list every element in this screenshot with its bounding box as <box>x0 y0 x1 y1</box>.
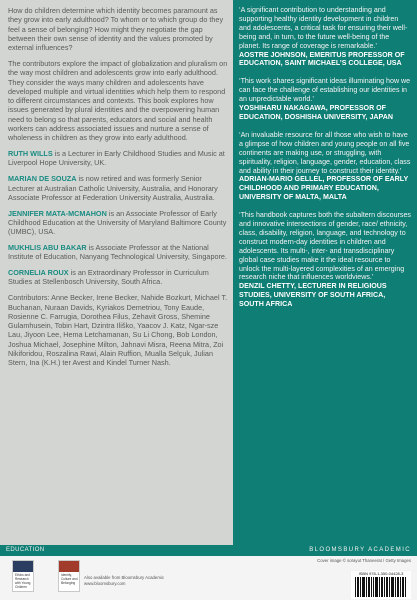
related-book-title: Identity, Culture and Belonging <box>61 573 78 585</box>
editor-bio-text: is Associate Professor at the National Institute of Education, Nanyang Technological University, Singapore. <box>8 243 227 262</box>
endorsement <box>239 77 411 122</box>
editor-name: MARIAN DE SOUZA <box>8 174 77 184</box>
description-paragraph-2: The contributors explore the impact of globalization and pluralism on the way most children and adolescents grow into early adulthood. They consider the ways many children and adolescents have developed multiple and virtual identities which help them to respond to different circumstances and contexts. This book explores how issues generated by plural identities and the overpowering human need to belong so that parents, educators and social and health workers can address associated issues and nurture a sense of wholeness in children as they grow into early adulthood. <box>8 58 228 143</box>
editor-name: CORNELIA ROUX <box>8 268 69 278</box>
related-book-cover <box>12 560 34 592</box>
category-band <box>0 545 417 556</box>
editor-name: RUTH WILLS <box>8 149 53 159</box>
description-paragraph-1: How do children determine which identity becomes paramount as they grow into early adulthood? To whom or to which group do they feel a sense of belonging? How might they negotiate the gap between their own sense of identity and the values promoted by external influences? <box>8 6 224 53</box>
also-available-block <box>84 575 164 587</box>
also-available-text: Also available from Bloomsbury Academic <box>84 575 165 580</box>
editor-bio <box>8 149 230 168</box>
endorsement-text: ‘This handbook captures both the subaltern discourses and innovative intersections of gender, race/ ethnicity, class, disability, religion, language, and technology to construct modern-day identities in children and adolescents. Its multi-, inter- and transdisciplinary global case studies make it the ideal resource to unlock the multi-layered complexities of an emerging research niche that influences worldviews.’ <box>239 211 411 282</box>
editor-name: JENNIFER MATA-MCMAHON <box>8 208 107 218</box>
endorsement-text: ‘This work shares significant ideas illuminating how we can face the challenge of establishing our identities in an unpredictable world.’ <box>239 77 411 104</box>
endorsement-text: ‘A significant contribution to understanding and supporting healthy identity development in children and adolescents, a critical task for ensuring their well-being and, in turn, to the future well-being of the planet. Its range of coverage is remarkable.’ <box>239 6 408 50</box>
related-book-title: Ethics and Research with Young Children <box>15 573 31 589</box>
editor-bio <box>8 243 230 262</box>
contributors-list: Contributors: Anne Becker, Irene Becker, Nahide Bozkurt, Michael T. Buchanan, Nuraan Davids, Kyriakos Demetriou, Tony Eaude, Rosienne C. Farrugia, Dorothea Filus, Zehavit Gross, Shemine Gulamhusein, Tobin Hart, Dzintra Iliško, Yaacov J. Katz, Ngar-sze Lau, Jiyoon Lee, Hema Letchamanan, Su Li Chong, Bob London, Joshua Michael, Josephine Milton, Jahnavi Misra, Reena Mitra, Zoi Nikiforidou, Roszalina Rawi, Alain Ruffion, Mualla Selçuk, Julian Stern, Ina (K.H.) ter Avest and Kindel Turner Nash. <box>8 293 228 368</box>
editor-bio <box>8 174 230 202</box>
editor-bio-text: is a Lecturer in Early Childhood Studies and Music at Liverpool Hope University, UK. <box>8 149 225 168</box>
endorsement-text: ‘An invaluable resource for all those who wish to have a glimpse of how children and young people on all five continents are making use, or struggling, with spirituality, religion, language, gender, education, class and ability in their journey to construct their identity.’ <box>239 130 411 175</box>
description-text-block <box>8 6 230 374</box>
editor-name: MUKHLIS ABU BAKAR <box>8 243 87 253</box>
endorsement-author: AOSTRE JOHNSON, EMERITUS PROFESSOR OF EDUCATION, SAINT MICHAEL’S COLLEGE, USA <box>239 50 405 68</box>
editor-bio-text: is an Associate Professor of Early Childhood Education at the University of Maryland Baltimore County (UMBC), USA. <box>8 208 227 237</box>
endorsement-author: DENZIL CHETTY, LECTURER IN RELIGIOUS STUDIES, UNIVERSITY OF SOUTH AFRICA, SOUTH AFRICA <box>239 282 387 309</box>
endorsements-column <box>233 0 417 545</box>
editor-bio <box>8 209 230 237</box>
book-cover-band <box>59 561 79 572</box>
cover-image-credit: Cover image © sorayut Thaneerat / Getty Images <box>317 558 411 563</box>
book-cover-band <box>13 561 33 572</box>
back-cover-footer <box>0 556 417 600</box>
endorsement <box>239 131 411 202</box>
barcode-icon <box>355 577 407 597</box>
isbn-barcode <box>351 571 411 599</box>
category-label: EDUCATION <box>6 547 45 553</box>
endorsement-author: ADRIAN-MARIO GELLEL, PROFESSOR OF EARLY CHILDHOOD AND PRIMARY EDUCATION, UNIVERSITY OF MALTA, MALTA <box>239 175 409 202</box>
endorsements-block <box>239 6 411 318</box>
endorsement-author: YOSHIHARU NAKAGAWA, PROFESSOR OF EDUCATION, DOSHISHA UNIVERSITY, JAPAN <box>239 104 393 121</box>
editor-bio-text: is now retired and was formerly Senior Lecturer at Australian Catholic University, Australia, and Honorary Associate Professor at Federation University Australia, Australia. <box>8 174 218 202</box>
editor-bio <box>8 268 230 287</box>
endorsement <box>239 6 411 68</box>
publisher-label: BLOOMSBURY ACADEMIC <box>309 547 411 553</box>
isbn-number: ISBN 978-1-350-04428-3 <box>358 571 404 576</box>
related-book-cover <box>58 560 80 592</box>
endorsement <box>239 211 411 309</box>
website-link[interactable]: www.bloomsbury.com <box>84 581 126 586</box>
editor-bio-text: is an Extraordinary Professor in Curriculum Studies at Stellenbosch University, South Africa. <box>8 268 209 287</box>
